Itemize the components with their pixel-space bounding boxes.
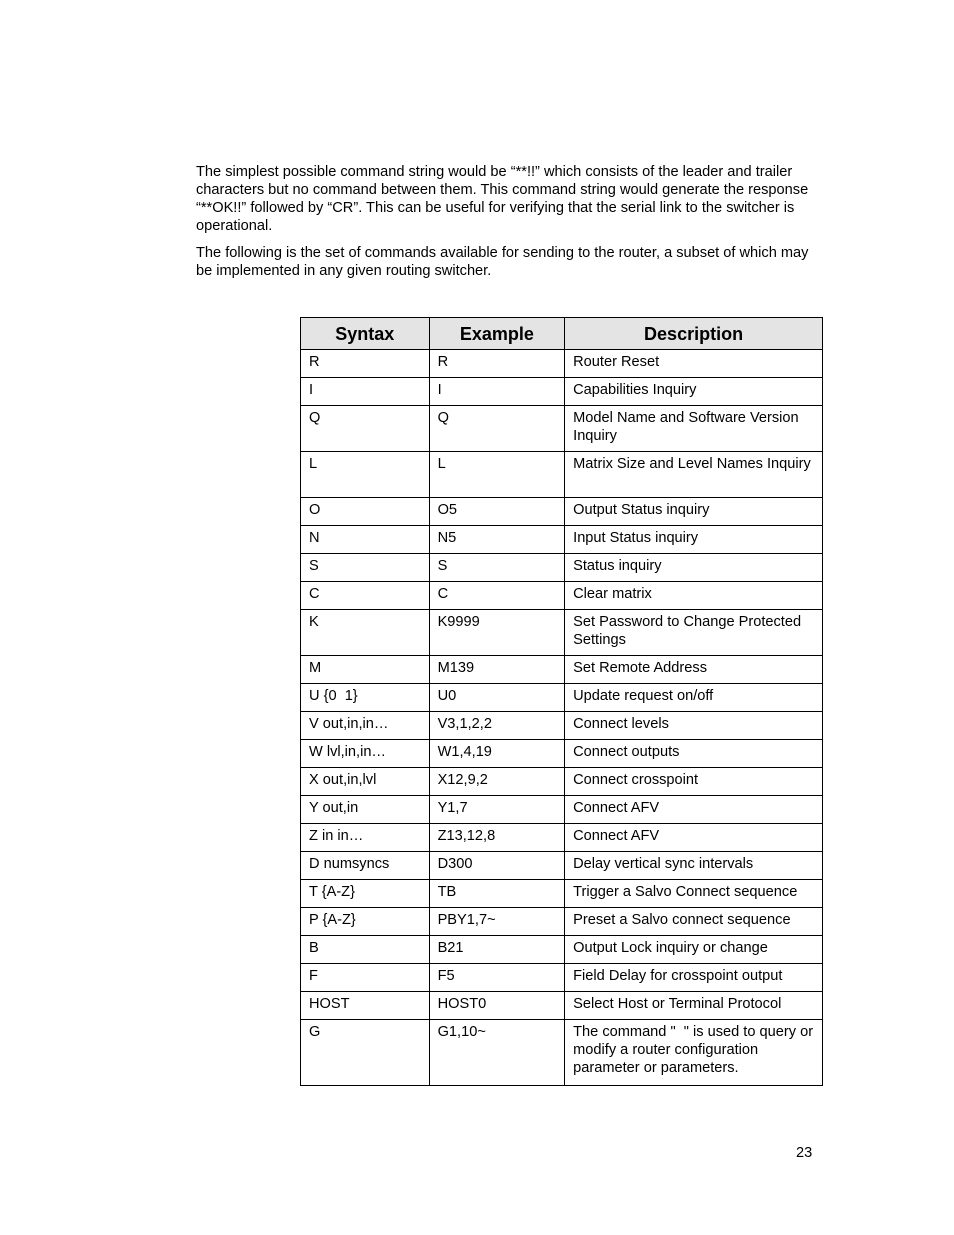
- syntax-cell: U {0 1}: [301, 684, 430, 712]
- example-cell: V3,1,2,2: [429, 712, 565, 740]
- syntax-cell: Z in in…: [301, 824, 430, 852]
- example-cell: Y1,7: [429, 796, 565, 824]
- description-cell: Connect AFV: [565, 824, 823, 852]
- intro-paragraph: The simplest possible command string would be “**!!” which consists of the leader and trailer characters but no command between them. This command string would generate the response “**OK!!” followed by “CR”. This can be useful for verifying that the serial link to the switcher is operational.: [196, 164, 809, 234]
- syntax-cell: I: [301, 378, 430, 406]
- table-row: [301, 824, 823, 852]
- table-row: [301, 684, 823, 712]
- description-cell: Capabilities Inquiry: [565, 378, 823, 406]
- command-set-paragraph: The following is the set of commands available for sending to the router, a subset of which may be implemented in any given routing switcher.: [196, 245, 809, 279]
- example-cell: K9999: [429, 610, 565, 656]
- syntax-cell: F: [301, 964, 430, 992]
- syntax-cell: V out,in,in…: [301, 712, 430, 740]
- page-number: 23: [796, 1145, 813, 1161]
- description-cell: Model Name and Software Version Inquiry: [565, 406, 823, 452]
- description-cell: Matrix Size and Level Names Inquiry: [565, 452, 823, 498]
- table-row: [301, 582, 823, 610]
- description-cell: Select Host or Terminal Protocol: [565, 992, 823, 1020]
- table-row: [301, 452, 823, 498]
- table-row: [301, 378, 823, 406]
- example-cell: G1,10~: [429, 1020, 565, 1086]
- table-row: [301, 768, 823, 796]
- description-cell: Input Status inquiry: [565, 526, 823, 554]
- table-row: [301, 656, 823, 684]
- syntax-cell: N: [301, 526, 430, 554]
- example-cell: X12,9,2: [429, 768, 565, 796]
- table-row: [301, 880, 823, 908]
- syntax-cell: M: [301, 656, 430, 684]
- table-row: [301, 796, 823, 824]
- description-cell: Output Lock inquiry or change: [565, 936, 823, 964]
- syntax-cell: R: [301, 350, 430, 378]
- description-cell: Connect AFV: [565, 796, 823, 824]
- header-syntax: Syntax: [301, 318, 430, 350]
- example-cell: C: [429, 582, 565, 610]
- syntax-cell: Y out,in: [301, 796, 430, 824]
- example-cell: PBY1,7~: [429, 908, 565, 936]
- table-row: [301, 964, 823, 992]
- table-row: [301, 498, 823, 526]
- syntax-cell: O: [301, 498, 430, 526]
- syntax-cell: G: [301, 1020, 430, 1086]
- table-row: [301, 852, 823, 880]
- syntax-cell: HOST: [301, 992, 430, 1020]
- description-cell: Trigger a Salvo Connect sequence: [565, 880, 823, 908]
- syntax-cell: W lvl,in,in…: [301, 740, 430, 768]
- example-cell: L: [429, 452, 565, 498]
- description-cell: Preset a Salvo connect sequence: [565, 908, 823, 936]
- syntax-cell: L: [301, 452, 430, 498]
- example-cell: Q: [429, 406, 565, 452]
- example-cell: M139: [429, 656, 565, 684]
- table-row: [301, 526, 823, 554]
- example-cell: R: [429, 350, 565, 378]
- description-cell: Connect levels: [565, 712, 823, 740]
- table-row: [301, 992, 823, 1020]
- syntax-cell: T {A-Z}: [301, 880, 430, 908]
- table-row: [301, 554, 823, 582]
- example-cell: W1,4,19: [429, 740, 565, 768]
- example-cell: N5: [429, 526, 565, 554]
- example-cell: O5: [429, 498, 565, 526]
- description-cell: Set Remote Address: [565, 656, 823, 684]
- description-cell: The command " " is used to query or modify a router configuration parameter or parameters.: [565, 1020, 823, 1086]
- description-cell: Router Reset: [565, 350, 823, 378]
- header-example: Example: [429, 318, 565, 350]
- table-row: [301, 610, 823, 656]
- table-row: [301, 406, 823, 452]
- syntax-cell: C: [301, 582, 430, 610]
- table-row: [301, 712, 823, 740]
- syntax-cell: B: [301, 936, 430, 964]
- description-cell: Output Status inquiry: [565, 498, 823, 526]
- example-cell: U0: [429, 684, 565, 712]
- description-cell: Connect crosspoint: [565, 768, 823, 796]
- syntax-cell: D numsyncs: [301, 852, 430, 880]
- example-cell: I: [429, 378, 565, 406]
- table-header-row: [301, 318, 823, 350]
- table-row: [301, 740, 823, 768]
- syntax-cell: P {A-Z}: [301, 908, 430, 936]
- syntax-cell: S: [301, 554, 430, 582]
- description-cell: Set Password to Change Protected Settings: [565, 610, 823, 656]
- example-cell: TB: [429, 880, 565, 908]
- header-description: Description: [565, 318, 823, 350]
- table-row: [301, 936, 823, 964]
- syntax-cell: X out,in,lvl: [301, 768, 430, 796]
- command-table: [300, 317, 823, 1086]
- description-cell: Clear matrix: [565, 582, 823, 610]
- syntax-cell: K: [301, 610, 430, 656]
- table-row: [301, 350, 823, 378]
- example-cell: Z13,12,8: [429, 824, 565, 852]
- example-cell: F5: [429, 964, 565, 992]
- example-cell: S: [429, 554, 565, 582]
- syntax-cell: Q: [301, 406, 430, 452]
- example-cell: D300: [429, 852, 565, 880]
- description-cell: Update request on/off: [565, 684, 823, 712]
- table-row: [301, 908, 823, 936]
- example-cell: B21: [429, 936, 565, 964]
- description-cell: Status inquiry: [565, 554, 823, 582]
- table-row: [301, 1020, 823, 1086]
- description-cell: Field Delay for crosspoint output: [565, 964, 823, 992]
- description-cell: Connect outputs: [565, 740, 823, 768]
- example-cell: HOST0: [429, 992, 565, 1020]
- description-cell: Delay vertical sync intervals: [565, 852, 823, 880]
